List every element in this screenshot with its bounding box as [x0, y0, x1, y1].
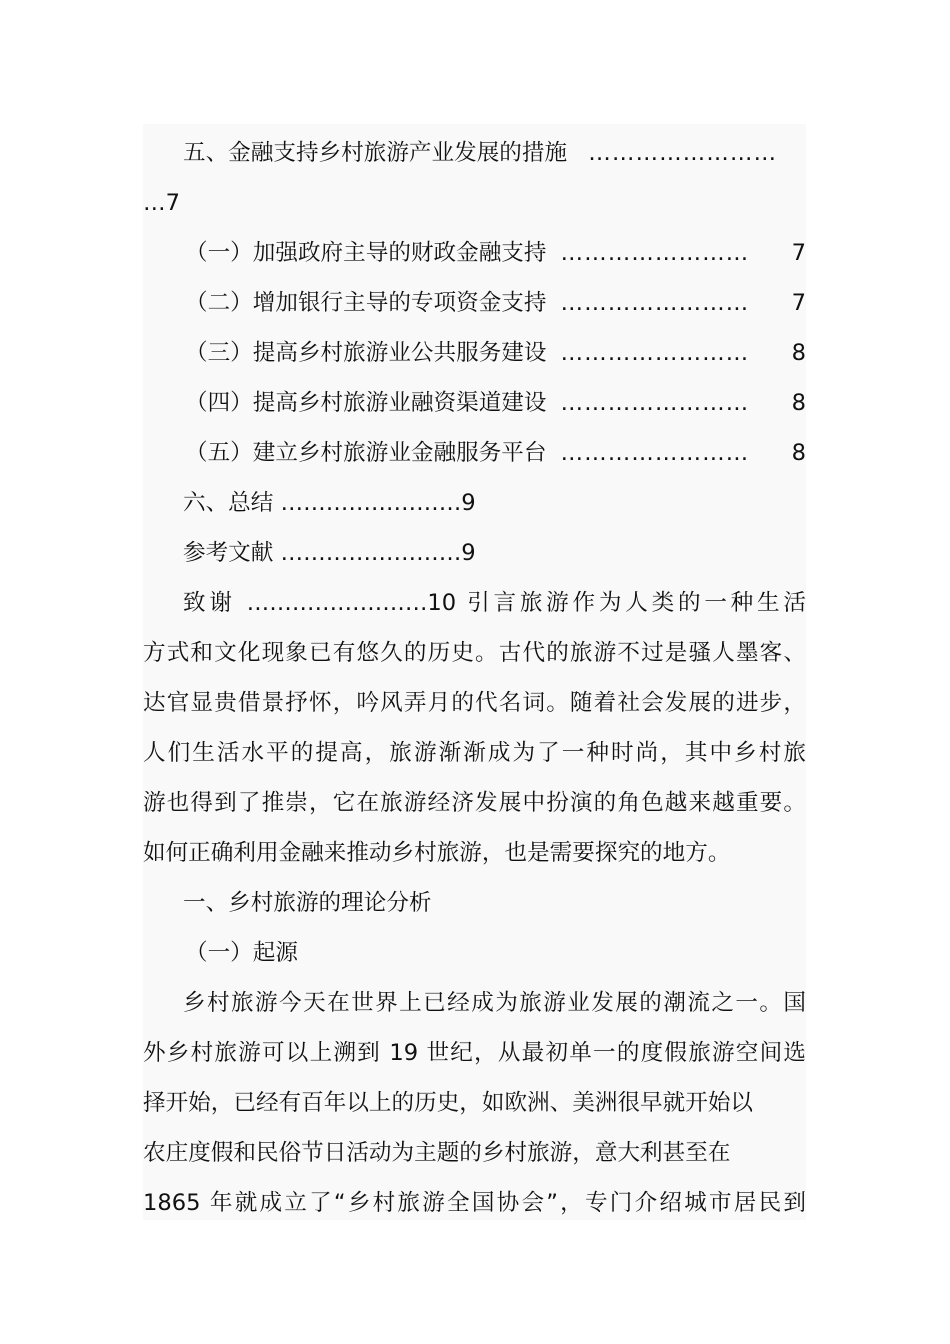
paragraph-line: 农庄度假和民俗节日活动为主题的乡村旅游，意大利甚至在: [143, 1140, 731, 1166]
intro-line: 达官显贵借景抒怀，吟风弄月的代名词。随着社会发展的进步，: [143, 690, 806, 716]
toc-item-page: 8: [791, 340, 806, 366]
toc-item-page: 7: [791, 290, 806, 316]
toc-item: [143, 278, 806, 328]
toc-item-page: 8: [791, 390, 806, 416]
paragraph-line: 乡村旅游今天在世界上已经成为旅游业发展的潮流之一。国: [183, 990, 806, 1016]
toc-item-dots: ……………………: [560, 440, 750, 466]
toc-section5-page: …7: [143, 190, 180, 216]
toc-item-title: （五）建立乡村旅游业金融服务平台: [185, 440, 547, 466]
toc-item: [143, 328, 806, 378]
toc-item-page: 7: [791, 240, 806, 266]
toc-section5-title: 五、金融支持乡村旅游产业发展的措施: [183, 140, 568, 166]
toc-item-dots: ……………………: [560, 290, 750, 316]
section-heading: 一、乡村旅游的理论分析: [183, 890, 432, 916]
toc-section5-dots: ……………………: [588, 140, 778, 166]
toc-item-title: （四）提高乡村旅游业融资渠道建设: [185, 390, 547, 416]
intro-line: 人们生活水平的提高，旅游渐渐成为了一种时尚，其中乡村旅: [143, 740, 806, 766]
toc-item-title: （二）增加银行主导的专项资金支持: [185, 290, 547, 316]
subsection-heading: （一）起源: [185, 940, 298, 966]
toc-thanks-intro-line: 致谢 ……………………10 引言旅游作为人类的一种生活: [183, 590, 806, 616]
intro-line: 如何正确利用金融来推动乡村旅游，也是需要探究的地方。: [143, 840, 731, 866]
document-page: [143, 124, 806, 1220]
toc-item-title: （一）加强政府主导的财政金融支持: [185, 240, 547, 266]
toc-section5: [143, 128, 806, 178]
toc-item-dots: ……………………: [560, 390, 750, 416]
paragraph-line: 1865 年就成立了“乡村旅游全国协会”，专门介绍城市居民到: [143, 1190, 806, 1216]
toc-item: [143, 228, 806, 278]
paragraph-line: 外乡村旅游可以上溯到 19 世纪，从最初单一的度假旅游空间选: [143, 1040, 806, 1066]
toc-item: [143, 428, 806, 478]
toc-item-title: （三）提高乡村旅游业公共服务建设: [185, 340, 547, 366]
toc-summary: 六、总结 ……………………9: [183, 490, 476, 516]
toc-references: 参考文献 ……………………9: [183, 540, 476, 566]
toc-item: [143, 378, 806, 428]
toc-item-dots: ……………………: [560, 240, 750, 266]
toc-item-page: 8: [791, 440, 806, 466]
intro-line: 游也得到了推崇，它在旅游经济发展中扮演的角色越来越重要。: [143, 790, 806, 816]
intro-line: 方式和文化现象已有悠久的历史。古代的旅游不过是骚人墨客、: [143, 640, 806, 666]
paragraph-line: 择开始，已经有百年以上的历史，如欧洲、美洲很早就开始以: [143, 1090, 754, 1116]
toc-item-dots: ……………………: [560, 340, 750, 366]
